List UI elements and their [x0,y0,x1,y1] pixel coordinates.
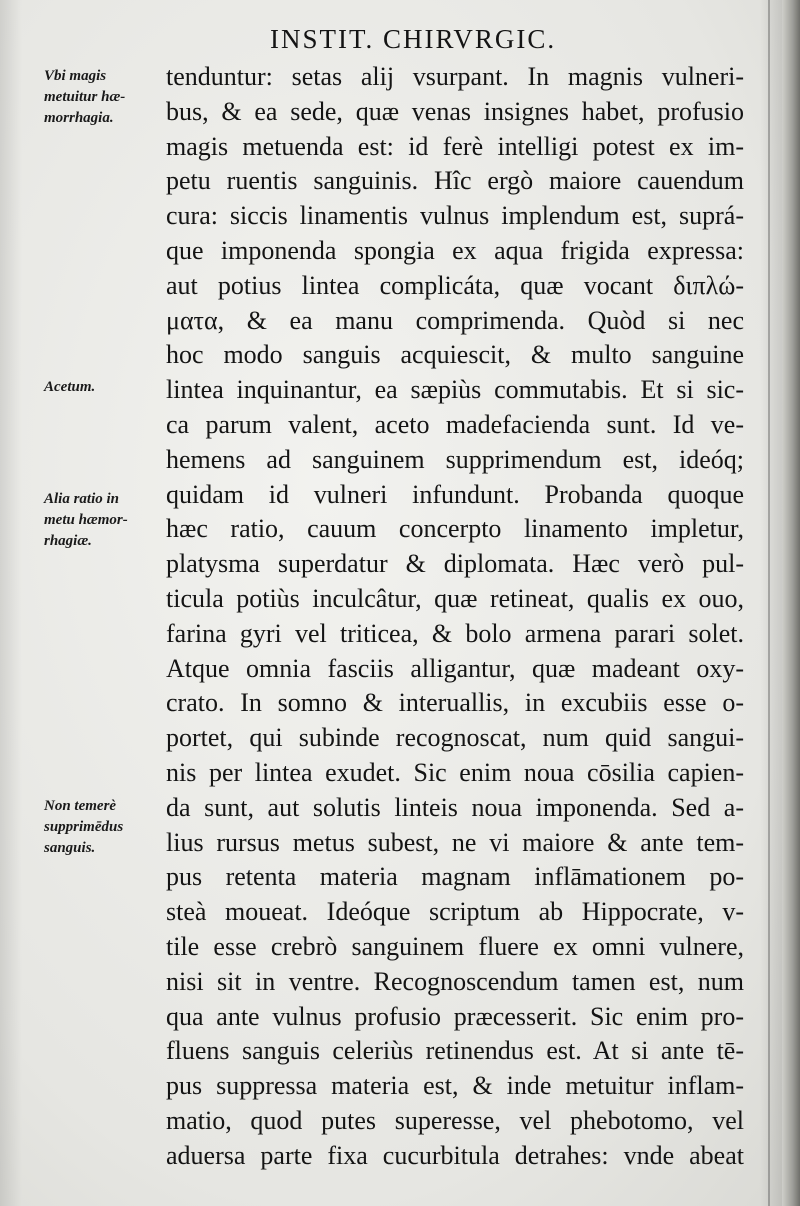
text-line: pus retenta materia magnam inflāmationem po- [166,862,744,892]
margin-note-line: Non temerè [44,798,117,814]
running-head: INSTIT. CHIRVRGIC. [270,24,557,54]
text-line: hoc modo sanguis acquiescit, & multo sanguine [166,340,744,370]
text-line: nis per lintea exudet. Sic enim noua cōsilia capien- [166,757,744,787]
text-line: portet, qui subinde recognoscat, num quid sangui- [166,723,744,753]
page-fold-line [768,0,770,1206]
margin-note-line: supprimēdus [44,819,124,835]
text-line: qua ante vulnus profusio præcesserit. Sic enim pro- [166,1001,744,1031]
page-edge-shadow [782,0,800,1206]
margin-note-acetum [44,377,166,398]
text-line: farina gyri vel triticea, & bolo armena parari solet. [166,618,744,648]
text-line: ματα, & ea manu comprimenda. Quòd si nec [166,305,744,335]
text-line: bus, & ea sede, quæ venas insignes habet, profusio [166,96,744,126]
text-line: steà moueat. Ideóque scriptum ab Hippocrate, v- [166,897,744,927]
text-line: quidam id vulneri infundunt. Probanda quoque [166,479,744,509]
margin-note-line: morrhagia. [44,110,114,126]
text-line: magis metuenda est: id ferè intelligi potest ex im- [166,131,744,161]
text-line: lius rursus metus subest, ne vi maiore & ante tem- [166,827,744,857]
text-line: platysma superdatur & diplomata. Hæc verò pul- [166,549,744,579]
text-line: ca parum valent, aceto madefacienda sunt. Id ve- [166,409,744,439]
text-line: tile esse crebrò sanguinem fluere ex omni vulnere, [166,931,744,961]
text-line: nisi sit in ventre. Recognoscendum tamen est, num [166,966,744,996]
text-line: hemens ad sanguinem supprimendum est, ideóq; [166,444,744,474]
text-line: cura: siccis linamentis vulnus implendum est, suprá- [166,201,744,231]
margin-note-haemorrhagia [44,66,166,129]
text-line: aduersa parte fixa cucurbitula detrahes: vnde abeat [166,1140,744,1170]
text-line: matio, quod putes superesse, vel phebotomo, vel [166,1105,744,1135]
text-line: petu ruentis sanguinis. Hîc ergò maiore cauendum [166,166,744,196]
margin-note-line: Vbi magis [44,68,107,84]
margin-note-line: sanguis. [44,840,96,856]
text-line: Atque omnia fasciis alligantur, quæ madeant oxy- [166,653,744,683]
text-line: tenduntur: setas alij vsurpant. In magnis vulneri- [166,62,744,91]
text-line: pus suppressa materia est, & inde metuitur inflam- [166,1071,744,1101]
margin-note-line: Acetum. [44,379,96,395]
text-line: aut potius lintea complicáta, quæ vocant διπλώ- [166,270,744,300]
margin-note-line: Alia ratio in [44,491,120,507]
text-line: da sunt, aut solutis linteis noua imponenda. Sed a- [166,792,744,822]
margin-note-line: metuitur hæ- [44,89,126,105]
text-line: ticula potiùs inculcâtur, quæ retineat, qualis ex ouo, [166,583,744,613]
margin-note-line: rhagiæ. [44,533,92,549]
text-line: que imponenda spongia ex aqua frigida expressa: [166,235,744,265]
margin-note-alia-ratio [44,489,166,552]
margin-note-non-temere [44,796,166,859]
text-line: lintea inquinantur, ea sæpiùs commutabis. Et si sic- [166,375,744,405]
text-line: crato. In somno & interuallis, in excubiis esse o- [166,688,744,718]
text-line: fluens sanguis celeriùs retinendus est. At si ante tē- [166,1036,744,1066]
text-line: hæc ratio, cauum concerpto linamento impletur, [166,514,744,544]
body-text [166,60,744,1174]
margin-note-line: metu hæmor- [44,512,128,528]
